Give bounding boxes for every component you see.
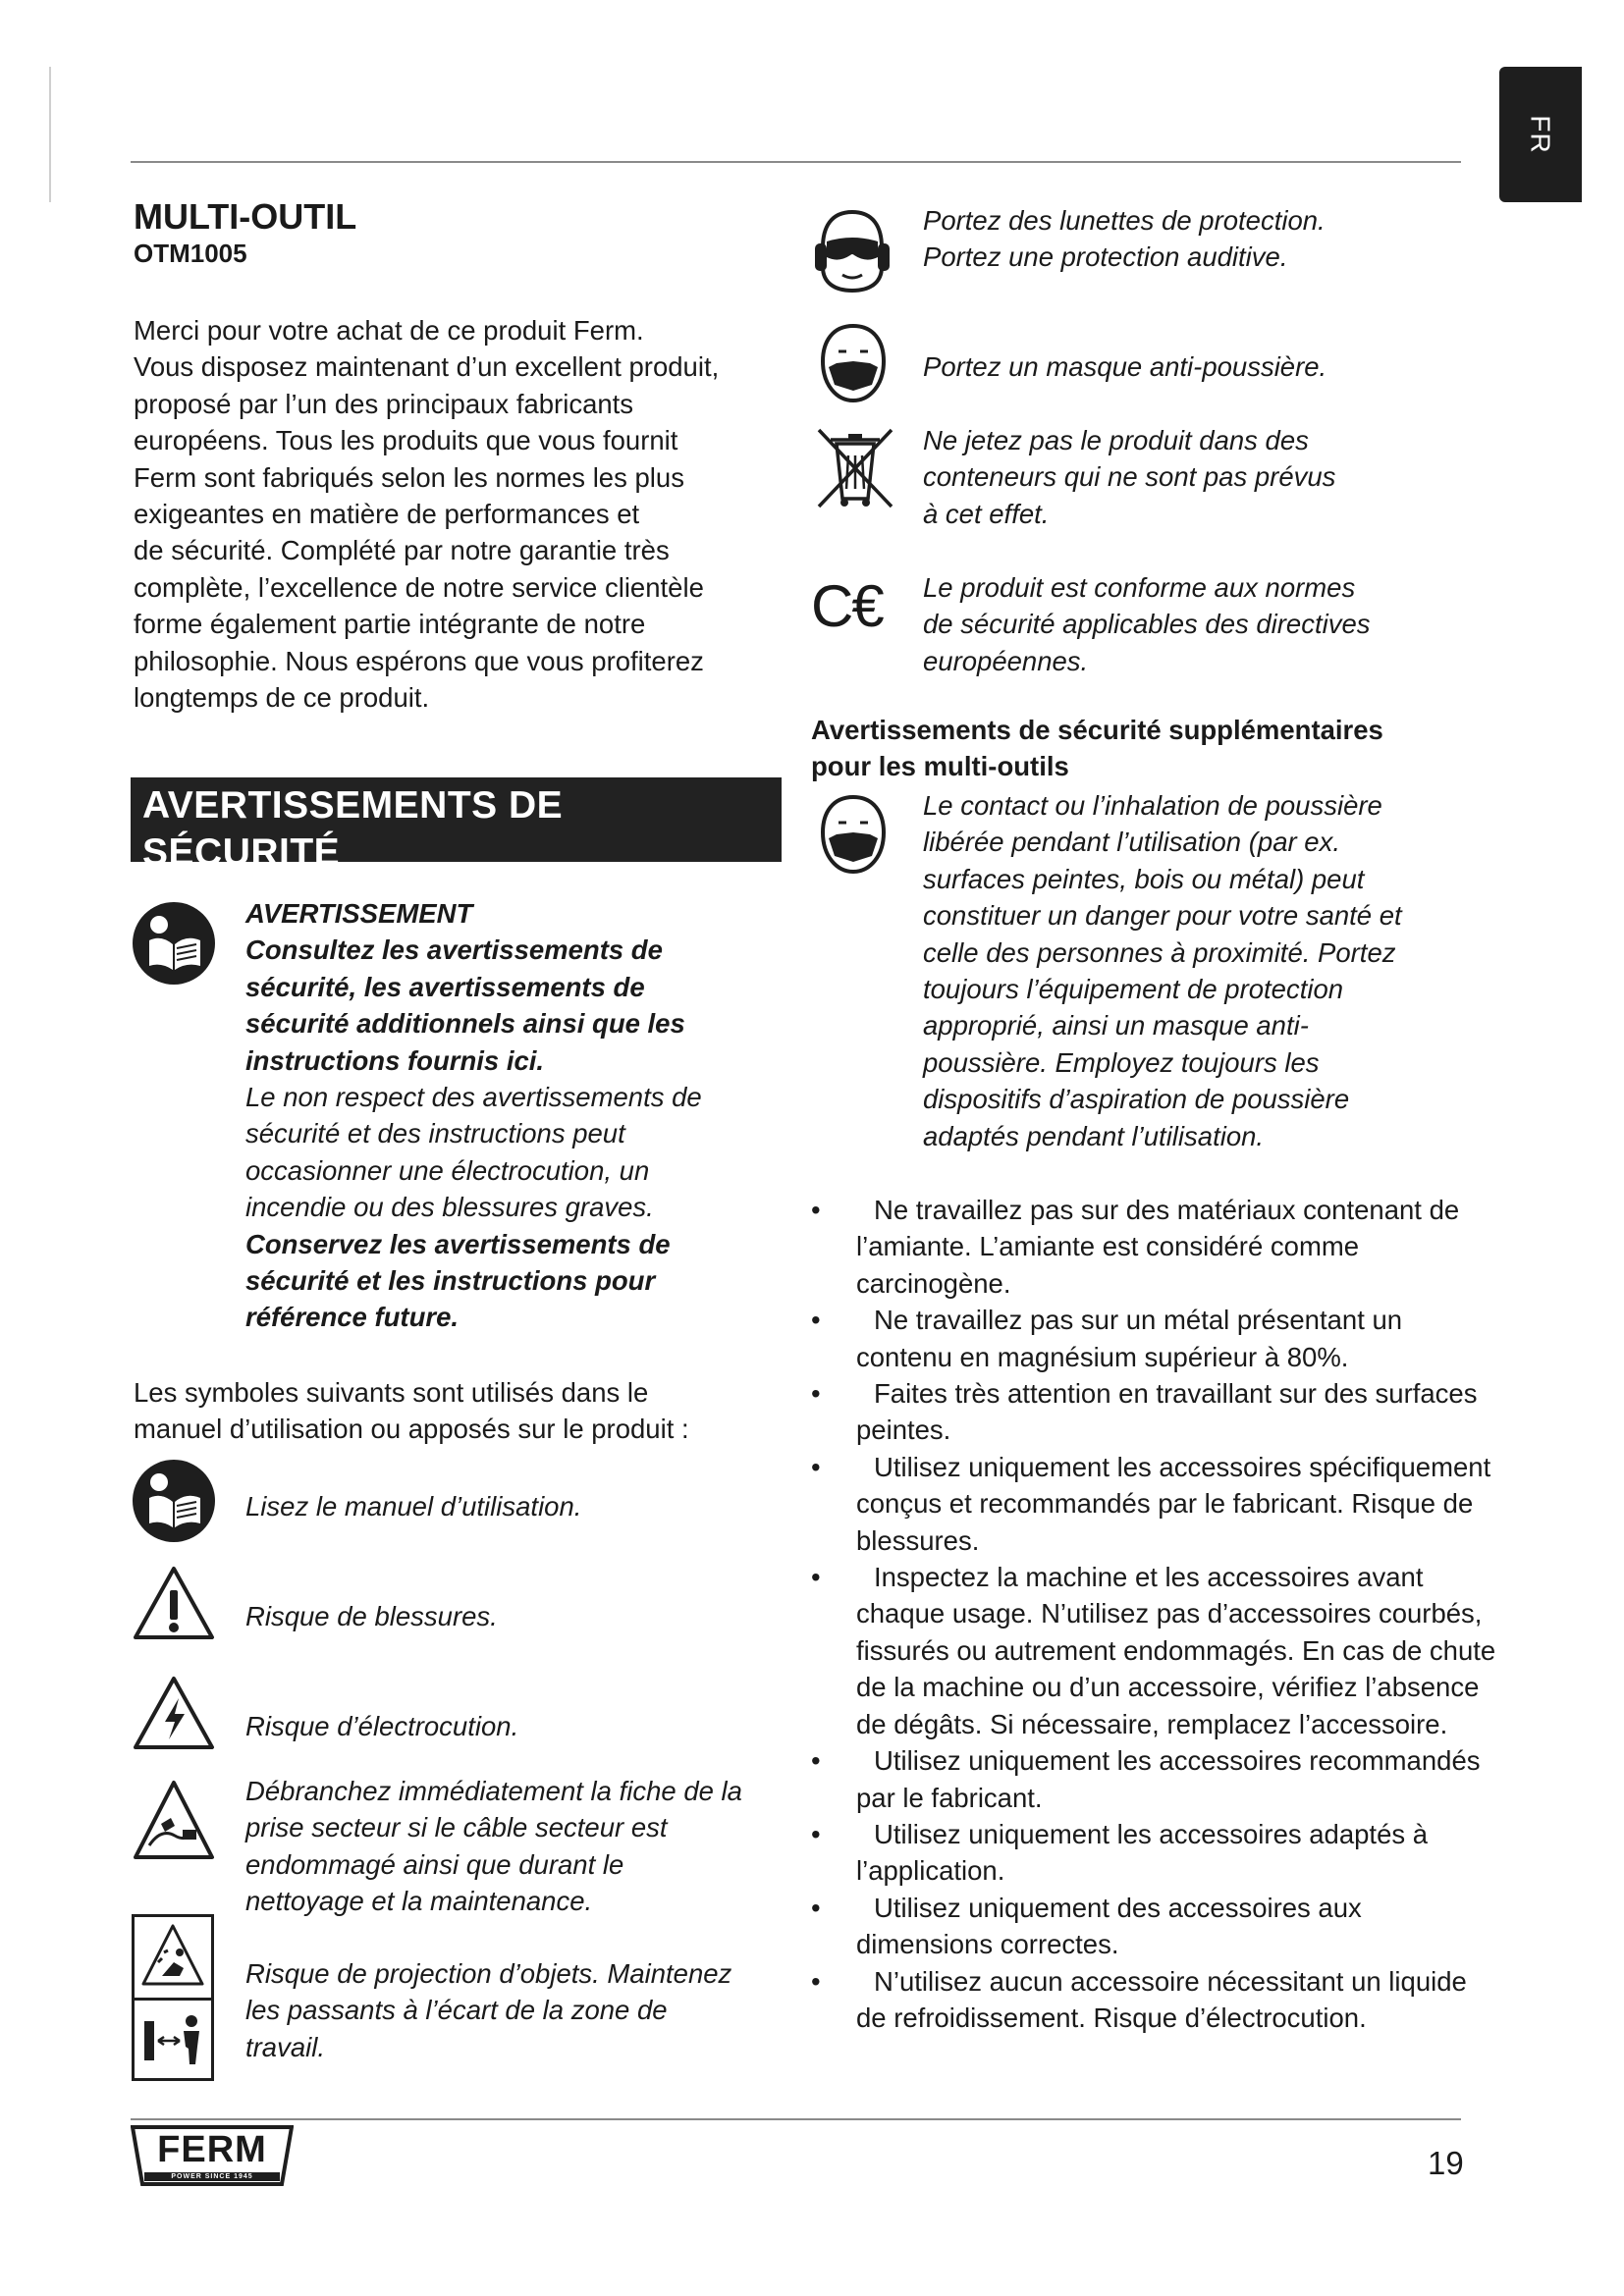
symbols-intro	[134, 1374, 801, 1448]
list-item	[811, 1449, 1498, 1559]
symbol-manual-text: Lisez le manuel d’utilisation.	[245, 1491, 582, 1522]
banner-line: AVERTISSEMENTS DE	[142, 784, 564, 827]
dust-line: approprié, ainsi un masque anti-	[923, 1010, 1309, 1041]
bullet-text: Utilisez uniquement des accessoires aux dimensions correctes.	[856, 1892, 1362, 1960]
intro-line: de sécurité. Complété par notre garantie très	[134, 535, 670, 566]
bullet-dot: •	[811, 1305, 821, 1336]
warning-bold-line: instructions fournis ici.	[245, 1044, 545, 1076]
intro-paragraph	[134, 312, 782, 716]
warning-heading: AVERTISSEMENT	[245, 898, 473, 929]
dust-line: adaptés pendant l’utilisation.	[923, 1120, 1265, 1151]
bullet-text: N’utilisez aucun accessoire nécessitant un liquide de refroidissement. Risque d’électrocution.	[856, 1965, 1467, 2033]
list-item	[811, 1816, 1498, 1890]
language-tab-label: FR	[1525, 115, 1556, 154]
bullet-dot: •	[811, 1451, 821, 1482]
ferm-logo-text: FERM	[157, 2129, 267, 2170]
goggles-ear-protection-icon	[813, 208, 892, 294]
projection-line: les passants à l’écart de la zone de	[245, 1995, 668, 2026]
warning-bold-line: sécurité, les avertissements de	[245, 971, 645, 1002]
bullet-text: Utilisez uniquement les accessoires recommandés par le fabricant.	[856, 1745, 1481, 1813]
language-tab	[1499, 67, 1582, 202]
product-title: MULTI-OUTIL	[134, 196, 357, 237]
bullet-text: Inspectez la machine et les accessoires avant chaque usage. N’utilisez pas d’accessoires courbés, fissurés ou autrement endommagés. En cas de chute de la machine ou d’un accessoire, vérifiez l’absence de dégâts. Si nécessaire, remplacez l’accessoire.	[856, 1562, 1496, 1739]
unplug-cable-icon	[132, 1779, 216, 1863]
ferm-logo	[131, 2125, 294, 2191]
symbols-intro-line: Les symboles suivants sont utilisés dans le	[134, 1377, 649, 1408]
unplug-line: nettoyage et la maintenance.	[245, 1886, 593, 1917]
warning-line: Le non respect des avertissements de	[245, 1082, 702, 1113]
projection-line: Risque de projection d’objets. Maintenez	[245, 1958, 732, 1989]
bullet-dot: •	[811, 1562, 821, 1593]
bullet-dot: •	[811, 1745, 821, 1777]
list-item	[811, 1375, 1498, 1449]
ce-line: Le produit est conforme aux normes	[923, 572, 1356, 603]
page-number: 19	[1428, 2145, 1464, 2181]
bullet-dot: •	[811, 1818, 821, 1849]
intro-line: exigeantes en matière de performances et	[134, 499, 640, 530]
bin-line: conteneurs qui ne sont pas prévus	[923, 461, 1336, 493]
unplug-line: prise secteur si le câble secteur est	[245, 1812, 668, 1843]
symbol-projection-text	[245, 1955, 731, 2065]
symbol-mask-text: Portez un masque anti-poussière.	[923, 351, 1327, 382]
list-item	[811, 1742, 1498, 1816]
symbols-intro-line: manuel d’utilisation ou apposés sur le produit :	[134, 1414, 689, 1445]
warning-line: incendie ou des blessures graves.	[245, 1192, 654, 1223]
bullet-dot: •	[811, 1965, 821, 1997]
unplug-line: Débranchez immédiatement la fiche de la	[245, 1776, 742, 1806]
bin-line: à cet effet.	[923, 498, 1050, 529]
dust-line: Le contact ou l’inhalation de poussière	[923, 790, 1382, 821]
bullet-dot: •	[811, 1892, 821, 1923]
bullet-dot: •	[811, 1378, 821, 1410]
symbol-bin-text	[923, 422, 1335, 532]
warning-line: sécurité et des instructions peut	[245, 1118, 625, 1149]
read-manual-icon	[132, 901, 216, 986]
intro-line: européens. Tous les produits que vous fournit	[134, 425, 678, 456]
warning-keep-line: Conservez les avertissements de	[245, 1228, 671, 1259]
warning-keep-line: référence future.	[245, 1302, 460, 1333]
intro-line: Vous disposez maintenant d’un excellent produit,	[134, 351, 720, 383]
warning-triangle-icon	[132, 1565, 216, 1641]
keep-distance-icon	[140, 2007, 205, 2072]
bullet-text: Utilisez uniquement les accessoires spécifiquement conçus et recommandés par le fabricant. Risque de blessures.	[856, 1451, 1491, 1556]
list-item	[811, 1302, 1498, 1375]
dust-line: constituer un danger pour votre santé et	[923, 900, 1402, 932]
dust-line: celle des personnes à proximité. Portez	[923, 936, 1396, 968]
bullet-text: Ne travaillez pas sur des matériaux contenant de l’amiante. L’amiante est considéré comme carcinogène.	[856, 1195, 1460, 1299]
symbol-injury-text: Risque de blessures.	[245, 1601, 498, 1631]
projection-symbol-box	[132, 1914, 214, 2081]
symbol-goggles-text	[923, 202, 1326, 276]
safety-warnings-banner	[131, 777, 782, 874]
list-item	[811, 1559, 1498, 1742]
flying-debris-icon	[140, 1923, 205, 1988]
dust-line: libérée pendant l’utilisation (par ex.	[923, 827, 1340, 858]
dust-mask-icon	[817, 322, 890, 404]
additional-heading-line: Avertissements de sécurité supplémentaires	[811, 715, 1383, 745]
intro-line: forme également partie intégrante de notre	[134, 609, 646, 640]
list-item	[811, 1890, 1498, 1963]
warning-keep-line: sécurité et les instructions pour	[245, 1265, 656, 1297]
intro-line: proposé par l’un des principaux fabricants	[134, 388, 634, 419]
ce-mark-icon: C€	[811, 573, 883, 639]
bullet-text: Ne travaillez pas sur un métal présentant un contenu en magnésium supérieur à 80%.	[856, 1305, 1403, 1372]
dust-warning-text	[923, 787, 1402, 1154]
warning-bold-line: sécurité additionnels ainsi que les	[245, 1008, 685, 1040]
dust-line: dispositifs d’aspiration de poussière	[923, 1084, 1350, 1115]
symbol-divider	[135, 1998, 211, 2001]
electric-shock-icon	[132, 1675, 216, 1751]
read-manual-icon	[132, 1459, 216, 1543]
list-item	[811, 1192, 1498, 1302]
intro-line: complète, l’excellence de notre service clientèle	[134, 571, 704, 603]
bullet-dot: •	[811, 1195, 821, 1225]
warning-block	[245, 895, 795, 1336]
dust-line: surfaces peintes, bois ou métal) peut	[923, 863, 1365, 894]
crossed-bin-icon	[813, 424, 897, 512]
dust-line: poussière. Employez toujours les	[923, 1046, 1320, 1078]
bin-line: Ne jetez pas le produit dans des	[923, 425, 1309, 455]
bullet-text: Faites très attention en travaillant sur des surfaces peintes.	[856, 1378, 1478, 1446]
projection-line: travail.	[245, 2031, 325, 2062]
goggles-line: Portez une protection auditive.	[923, 241, 1288, 273]
symbol-unplug-text	[245, 1773, 742, 1920]
dust-line: toujours l’équipement de protection	[923, 974, 1344, 1005]
banner-line: SÉCURITÉ	[142, 831, 341, 874]
intro-line: philosophie. Nous espérons que vous profiterez	[134, 645, 704, 676]
bottom-rule	[131, 2118, 1461, 2120]
goggles-line: Portez des lunettes de protection.	[923, 205, 1326, 236]
warning-line: occasionner une électrocution, un	[245, 1154, 650, 1186]
intro-line: Merci pour votre achat de ce produit Ferm.	[134, 315, 644, 346]
top-rule	[131, 161, 1461, 163]
additional-heading-line: pour les multi-outils	[811, 751, 1069, 782]
product-model: OTM1005	[134, 239, 247, 268]
ce-line: européennes.	[923, 645, 1089, 676]
intro-line: Ferm sont fabriqués selon les normes les plus	[134, 461, 684, 493]
additional-warnings-heading	[811, 712, 1459, 785]
symbol-electric-text: Risque d’électrocution.	[245, 1711, 519, 1741]
warning-bold-line: Consultez les avertissements de	[245, 934, 663, 966]
safety-bullet-list	[811, 1192, 1498, 2036]
unplug-line: endommagé ainsi que durant le	[245, 1848, 624, 1880]
intro-line: longtemps de ce produit.	[134, 682, 430, 714]
bullet-text: Utilisez uniquement les accessoires adaptés à l’application.	[856, 1818, 1429, 1887]
list-item	[811, 1963, 1498, 2037]
symbol-ce-text	[923, 569, 1371, 679]
ce-line: de sécurité applicables des directives	[923, 609, 1371, 640]
margin-line	[49, 67, 51, 202]
dust-mask-icon	[817, 793, 890, 876]
ferm-logo-tagline: POWER SINCE 1945	[171, 2173, 253, 2180]
